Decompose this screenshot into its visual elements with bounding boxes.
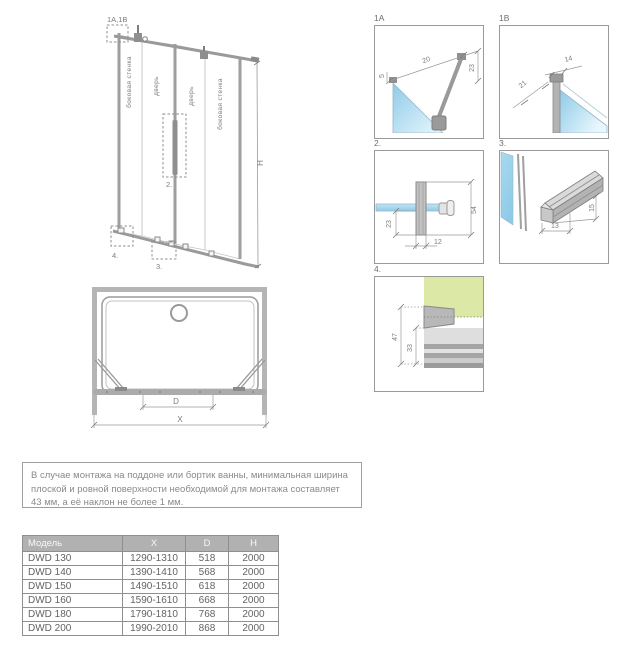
callout-label-4: 4.	[112, 251, 119, 260]
installation-note	[22, 462, 362, 508]
panel-label-door-left: дверь	[153, 76, 160, 96]
detail-panel-1b	[499, 13, 609, 139]
dim-d-label: D	[173, 397, 179, 406]
cell-h: 2000	[229, 566, 279, 580]
dim-12-label: 12	[434, 239, 442, 246]
detail-panel-2	[374, 138, 484, 264]
detail-4-drawing	[375, 277, 483, 386]
cell-d: 768	[186, 608, 229, 622]
cell-d: 868	[186, 622, 229, 636]
glass-pane	[560, 90, 607, 133]
callout-label-2: 2.	[166, 180, 173, 189]
support-bar	[438, 59, 461, 119]
glass-pane	[501, 152, 513, 225]
panel-label-side-wall-left: боковая стенка	[126, 56, 133, 108]
floor-rail-3d	[541, 171, 603, 223]
col-header-h: H	[229, 536, 279, 552]
detail-title-1a: 1A	[374, 13, 385, 23]
dim-14-label: 14	[564, 55, 574, 64]
dim-20-label: 20	[421, 56, 432, 66]
dim-47-label: 47	[392, 333, 399, 341]
wall-profile	[553, 81, 560, 133]
cell-x: 1490-1510	[123, 580, 186, 594]
vertical-profiles	[119, 33, 240, 259]
height-dim-label: H	[256, 160, 265, 166]
roller-hanger-icon	[134, 25, 147, 42]
cell-x: 1590-1610	[123, 594, 186, 608]
cell-x: 1390-1410	[123, 566, 186, 580]
detail-title-1b: 1B	[499, 13, 510, 23]
shower-tray-outer	[102, 297, 258, 393]
table-row	[23, 566, 279, 580]
table-row	[23, 552, 279, 566]
roller-hanger-icon	[200, 46, 208, 59]
support-bar-mount	[432, 116, 446, 130]
table-row	[23, 594, 279, 608]
dim-5-label: 5	[379, 74, 386, 78]
door-handle	[173, 120, 178, 175]
dim-21-label: 21	[517, 79, 529, 91]
dim-23-label: 23	[386, 220, 393, 228]
model-spec-table	[22, 535, 279, 636]
profile-cap	[550, 74, 563, 82]
top-view-drawing	[85, 275, 285, 435]
col-header-d: D	[186, 536, 229, 552]
cell-h: 2000	[229, 608, 279, 622]
cell-h: 2000	[229, 552, 279, 566]
cell-model: DWD 160	[23, 594, 123, 608]
handle-knob	[439, 201, 454, 216]
cell-model: DWD 200	[23, 622, 123, 636]
cell-h: 2000	[229, 622, 279, 636]
table-row	[23, 622, 279, 636]
note-line: В случае монтажа на поддоне или бортик ванны, минимальная ширина	[31, 470, 348, 481]
glass-panels	[119, 35, 240, 259]
note-line: плоской и ровной поверхности необходимой для монтажа составляет	[31, 483, 340, 495]
detail-1a-drawing	[375, 26, 483, 133]
cell-x: 1790-1810	[123, 608, 186, 622]
callout-label-3: 3.	[156, 262, 163, 271]
top-rail-bracket	[251, 56, 260, 62]
table-row	[23, 580, 279, 594]
detail-title-4: 4.	[374, 264, 382, 274]
cell-x: 1290-1310	[123, 552, 186, 566]
cell-h: 2000	[229, 594, 279, 608]
detail-2-drawing	[375, 151, 483, 258]
callout-label-1ab: 1A,1B	[107, 15, 128, 24]
note-line: 43 мм, а её наклон не более 1 мм.	[31, 497, 184, 508]
floor-layers	[424, 328, 483, 368]
dim-33-label: 33	[407, 344, 414, 352]
cell-h: 2000	[229, 580, 279, 594]
detail-panel-4	[374, 264, 484, 392]
glass-pane	[376, 204, 448, 211]
glass-profile-lines	[518, 154, 526, 231]
detail-3-drawing	[500, 151, 608, 258]
detail-panel-1a	[374, 13, 484, 139]
detail-1b-drawing	[500, 26, 608, 133]
detail-title-3: 3.	[499, 138, 507, 148]
detail-title-2: 2.	[374, 138, 382, 148]
table-row	[23, 608, 279, 622]
col-header-model: Модель	[23, 536, 123, 552]
col-header-x: X	[123, 536, 186, 552]
cell-model: DWD 130	[23, 552, 123, 566]
detail-panel-3	[499, 138, 609, 264]
cell-d: 668	[186, 594, 229, 608]
cell-model: DWD 150	[23, 580, 123, 594]
panel-label-door-right: дверь	[188, 86, 195, 106]
table-header-row	[23, 536, 279, 552]
handle-bar	[416, 182, 426, 235]
dim-15-label: 15	[589, 204, 596, 212]
cell-d: 568	[186, 566, 229, 580]
dim-54-label: 54	[471, 206, 478, 214]
panel-label-side-wall-right: боковая стенка	[217, 78, 224, 130]
cell-model: DWD 180	[23, 608, 123, 622]
cell-x: 1990-2010	[123, 622, 186, 636]
dim-13-label: 13	[551, 223, 559, 230]
dim-x-label: X	[177, 415, 183, 424]
cell-model: DWD 140	[23, 566, 123, 580]
cell-d: 518	[186, 552, 229, 566]
cell-d: 618	[186, 580, 229, 594]
dim-23-label: 23	[469, 64, 476, 72]
front-view-drawing	[85, 5, 290, 275]
